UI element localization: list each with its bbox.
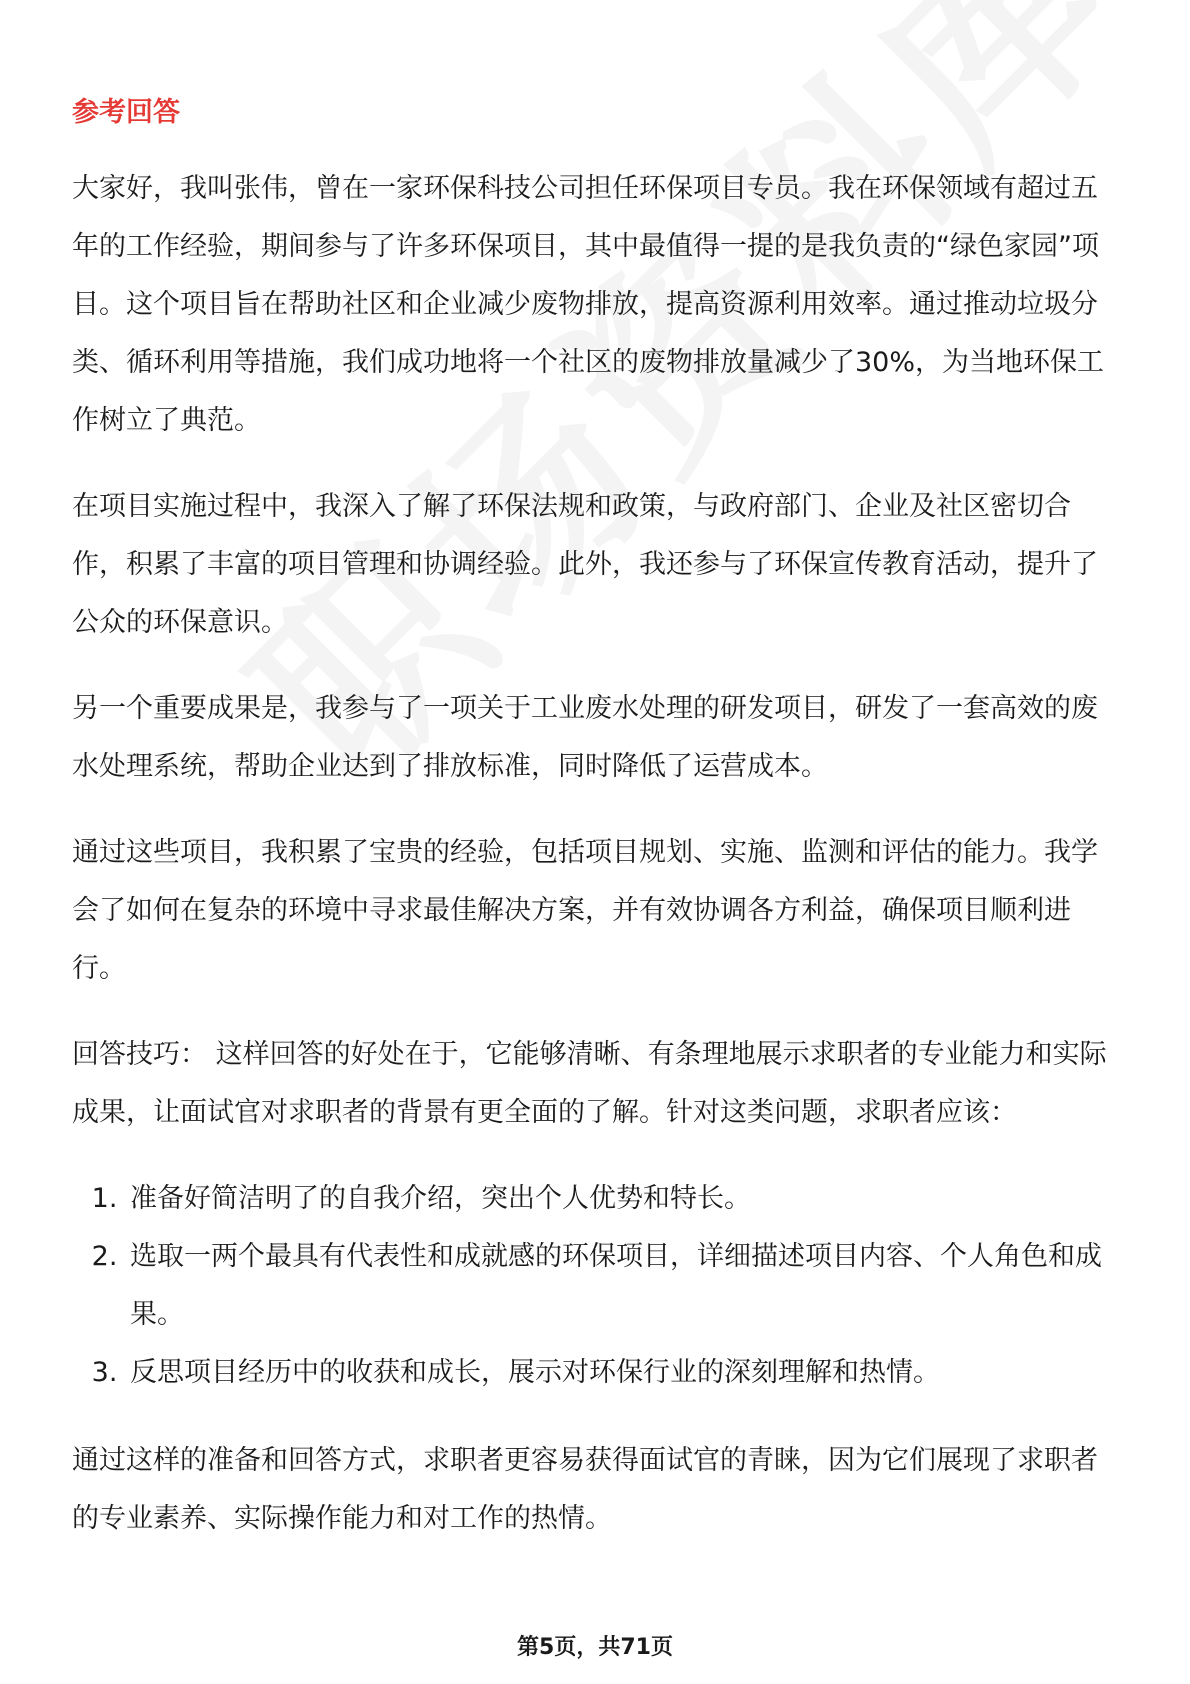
page-number: 第5页，共71页 [517, 1635, 673, 1660]
paragraph-experience: 通过这些项目，我积累了宝贵的经验，包括项目规划、实施、监测和评估的能力。我学会了如何在复杂的环境中寻求最佳解决方案，并有效协调各方利益，确保项目顺利进行。 [72, 837, 1098, 984]
paragraph-intro: 大家好，我叫张伟，曾在一家环保科技公司担任环保项目专员。我在环保领域有超过五年的工作经验，期间参与了许多环保项目，其中最值得一提的是我负责的“绿色家园”项目。这个项目旨在帮助社区和企业减少废物排放，提高资源利用效率。通过推动垃圾分类、循环利用等措施，我们成功地将一个社区的废物排放量减少了30%，为当地环保工作树立了典范。 [72, 173, 1105, 436]
tips-list-item: 3. 反思项目经历中的收获和成长，展示对环保行业的深刻理解和热情。 [126, 1344, 1120, 1402]
paragraph-implementation: 在项目实施过程中，我深入了解了环保法规和政策，与政府部门、企业及社区密切合作，积累了丰富的项目管理和协调经验。此外，我还参与了环保宣传教育活动，提升了公众的环保意识。 [72, 491, 1098, 638]
tips-list [72, 1170, 1120, 1402]
answer-body [72, 160, 1120, 1576]
section-heading: 参考回答 [72, 97, 180, 128]
tips-list-item: 1. 准备好简洁明了的自我介绍，突出个人优势和特长。 [126, 1170, 1120, 1228]
paragraph-achievement: 另一个重要成果是，我参与了一项关于工业废水处理的研发项目，研发了一套高效的废水处理系统，帮助企业达到了排放标准，同时降低了运营成本。 [72, 693, 1098, 782]
paragraph-tips-intro: 回答技巧： 这样回答的好处在于，它能够清晰、有条理地展示求职者的专业能力和实际成果，让面试官对求职者的背景有更全面的了解。针对这类问题，求职者应该： [72, 1039, 1107, 1128]
paragraph-closing: 通过这样的准备和回答方式，求职者更容易获得面试官的青睐，因为它们展现了求职者的专业素养、实际操作能力和对工作的热情。 [72, 1445, 1098, 1534]
tips-list-item: 2. 选取一两个最具有代表性和成就感的环保项目，详细描述项目内容、个人角色和成果。 [126, 1228, 1120, 1344]
